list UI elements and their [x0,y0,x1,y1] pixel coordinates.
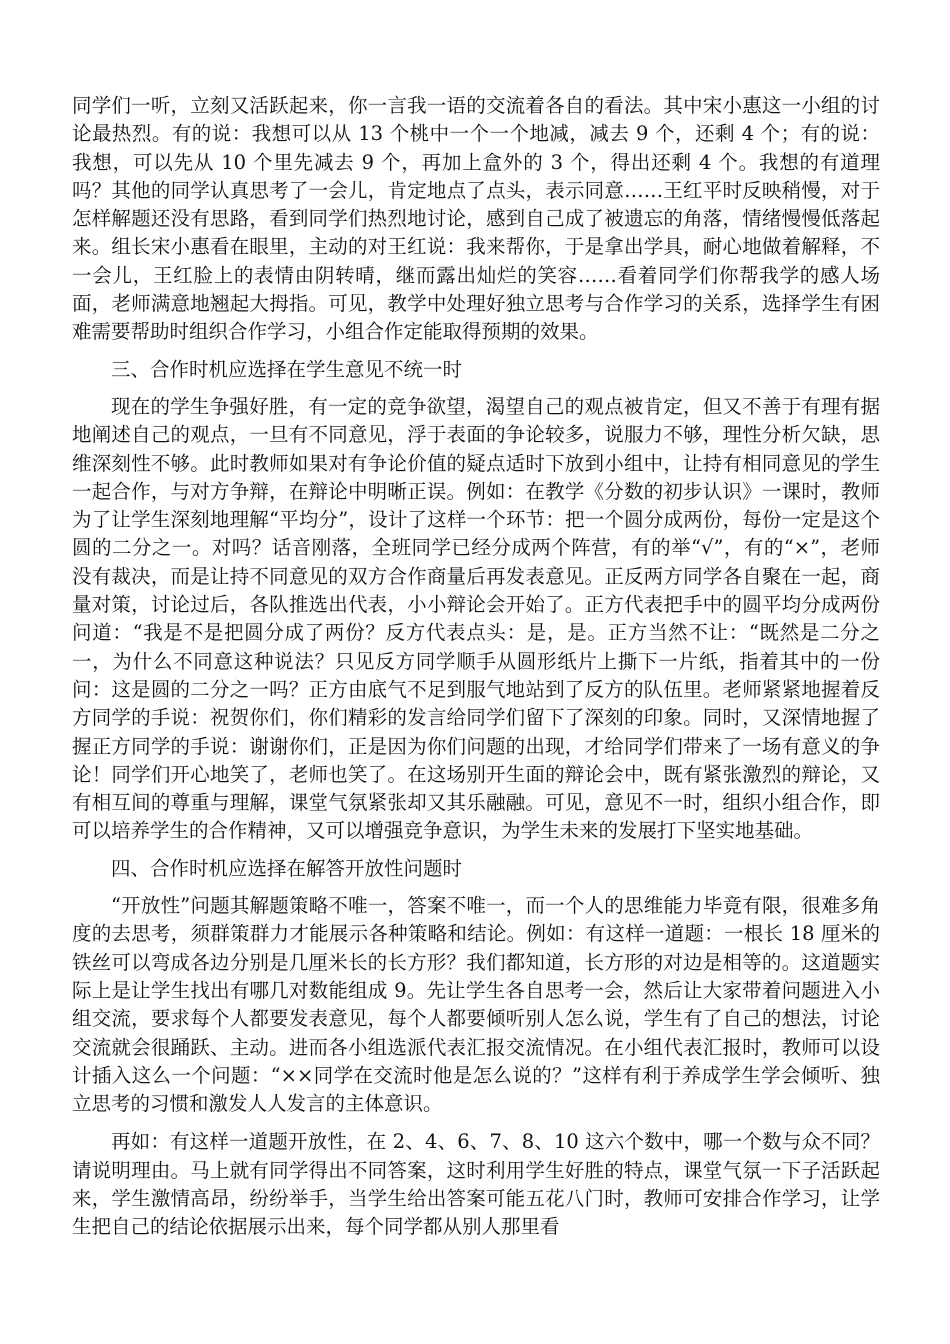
body-paragraph: 再如：有这样一道题开放性，在 2、4、6、7、8、10 这六个数中，哪一个数与众不同？请说明理由。马上就有同学得出不同答案，这时利用学生好胜的特点，课堂气氛一下子活跃起来，学生激情高昂，纷纷举手，当学生给出答案可能五花八门时，教师可安排合作学习，让学生把自己的结论依据展示出来，每个同学都从别人那里看 [72,1130,880,1239]
body-paragraph: 现在的学生争强好胜，有一定的竞争欲望，渴望自己的观点被肯定，但又不善于有理有据地阐述自己的观点，一旦有不同意见，浮于表面的争论较多，说服力不够，理性分析欠缺，思维深刻性不够。此时教师如果对有争论价值的疑点适时下放到小组中，让持有相同意见的学生一起合作，与对方争辩，在辩论中明晰正误。例如：在教学《分数的初步认识》一课时，教师为了让学生深刻地理解“平均分”，设计了这样一个环节：把一个圆分成两份，每份一定是这个圆的二分之一。对吗？话音刚落，全班同学已经分成两个阵营，有的举“√”，有的“×”，老师没有裁决，而是让持不同意见的双方合作商量后再发表意见。正反两方同学各自聚在一起，商量对策，讨论过后，各队推选出代表，小小辩论会开始了。正方代表把手中的圆平均分成两份问道：“我是不是把圆分成了两份？反方代表点头：是，是。正方当然不让：“既然是二分之一，为什么不同意这种说法？只见反方同学顺手从圆形纸片上撕下一片纸，指着其中的一份问：这是圆的二分之一吗？正方由底气不足到服气地站到了反方的队伍里。老师紧紧地握着反方同学的手说：祝贺你们，你们精彩的发言给同学们留下了深刻的印象。同时，又深情地握了握正方同学的手说：谢谢你们，正是因为你们问题的出现，才给同学们带来了一场有意义的争论！同学们开心地笑了，老师也笑了。在这场别开生面的辩论会中，既有紧张激烈的辩论，又有相互间的尊重与理解，课堂气氛紧张却又其乐融融。可见，意见不一时，组织小组合作，即可以培养学生的合作精神，又可以增强竞争意识，为学生未来的发展打下坚实地基础。 [72,394,880,843]
body-paragraph: 同学们一听，立刻又活跃起来，你一言我一语的交流着各自的看法。其中宋小惠这一小组的讨论最热烈。有的说：我想可以从 13 个桃中一个一个地减，减去 9 个，还剩 4 个；有的说：我想，可以先从 10 个里先减去 9 个，再加上盒外的 3 个，得出还剩 4 个。我想的有道理吗？其他的同学认真思考了一会儿，肯定地点了点头，表示同意……王红平时反映稍慢，对于怎样解题还没有思路，看到同学们热烈地讨论，感到自己成了被遗忘的角落，情绪慢慢低落起来。组长宋小惠看在眼里，主动的对王红说：我来帮你，于是拿出学具，耐心地做着解释，不一会儿，王红脸上的表情由阴转晴，继而露出灿烂的笑容……看着同学们你帮我学的感人场面，老师满意地翘起大拇指。可见，教学中处理好独立思考与合作学习的关系，选择学生有困难需要帮助时组织合作学习，小组合作定能取得预期的效果。 [72,94,880,344]
document-page [72,92,880,1242]
body-paragraph: “开放性”问题其解题策略不唯一，答案不唯一，而一个人的思维能力毕竟有限，很难多角度的去思考，须群策群力才能展示各种策略和结论。例如：有这样一道题：一根长 18 厘米的铁丝可以弯成各边分别是几厘米长的长方形？我们都知道，长方形的对边是相等的。这道题实际上是让学生找出有哪几对数能组成 9。先让学生各自思考一会，然后让大家带着问题进入小组交流，要求每个人都要发表意见，每个人都要倾听别人怎么说，学生有了自己的想法，讨论交流就会很踊跃、主动。进而各小组选派代表汇报交流情况。在小组代表汇报时，教师可以设计插入这么一个问题：“××同学在交流时他是怎么说的？”这样有利于养成学生学会倾听、独立思考的习惯和激发人人发言的主体意识。 [72,894,880,1116]
section-heading-3: 三、合作时机应选择在学生意见不统一时 [111,357,463,381]
section-heading-4: 四、合作时机应选择在解答开放性问题时 [111,856,463,880]
